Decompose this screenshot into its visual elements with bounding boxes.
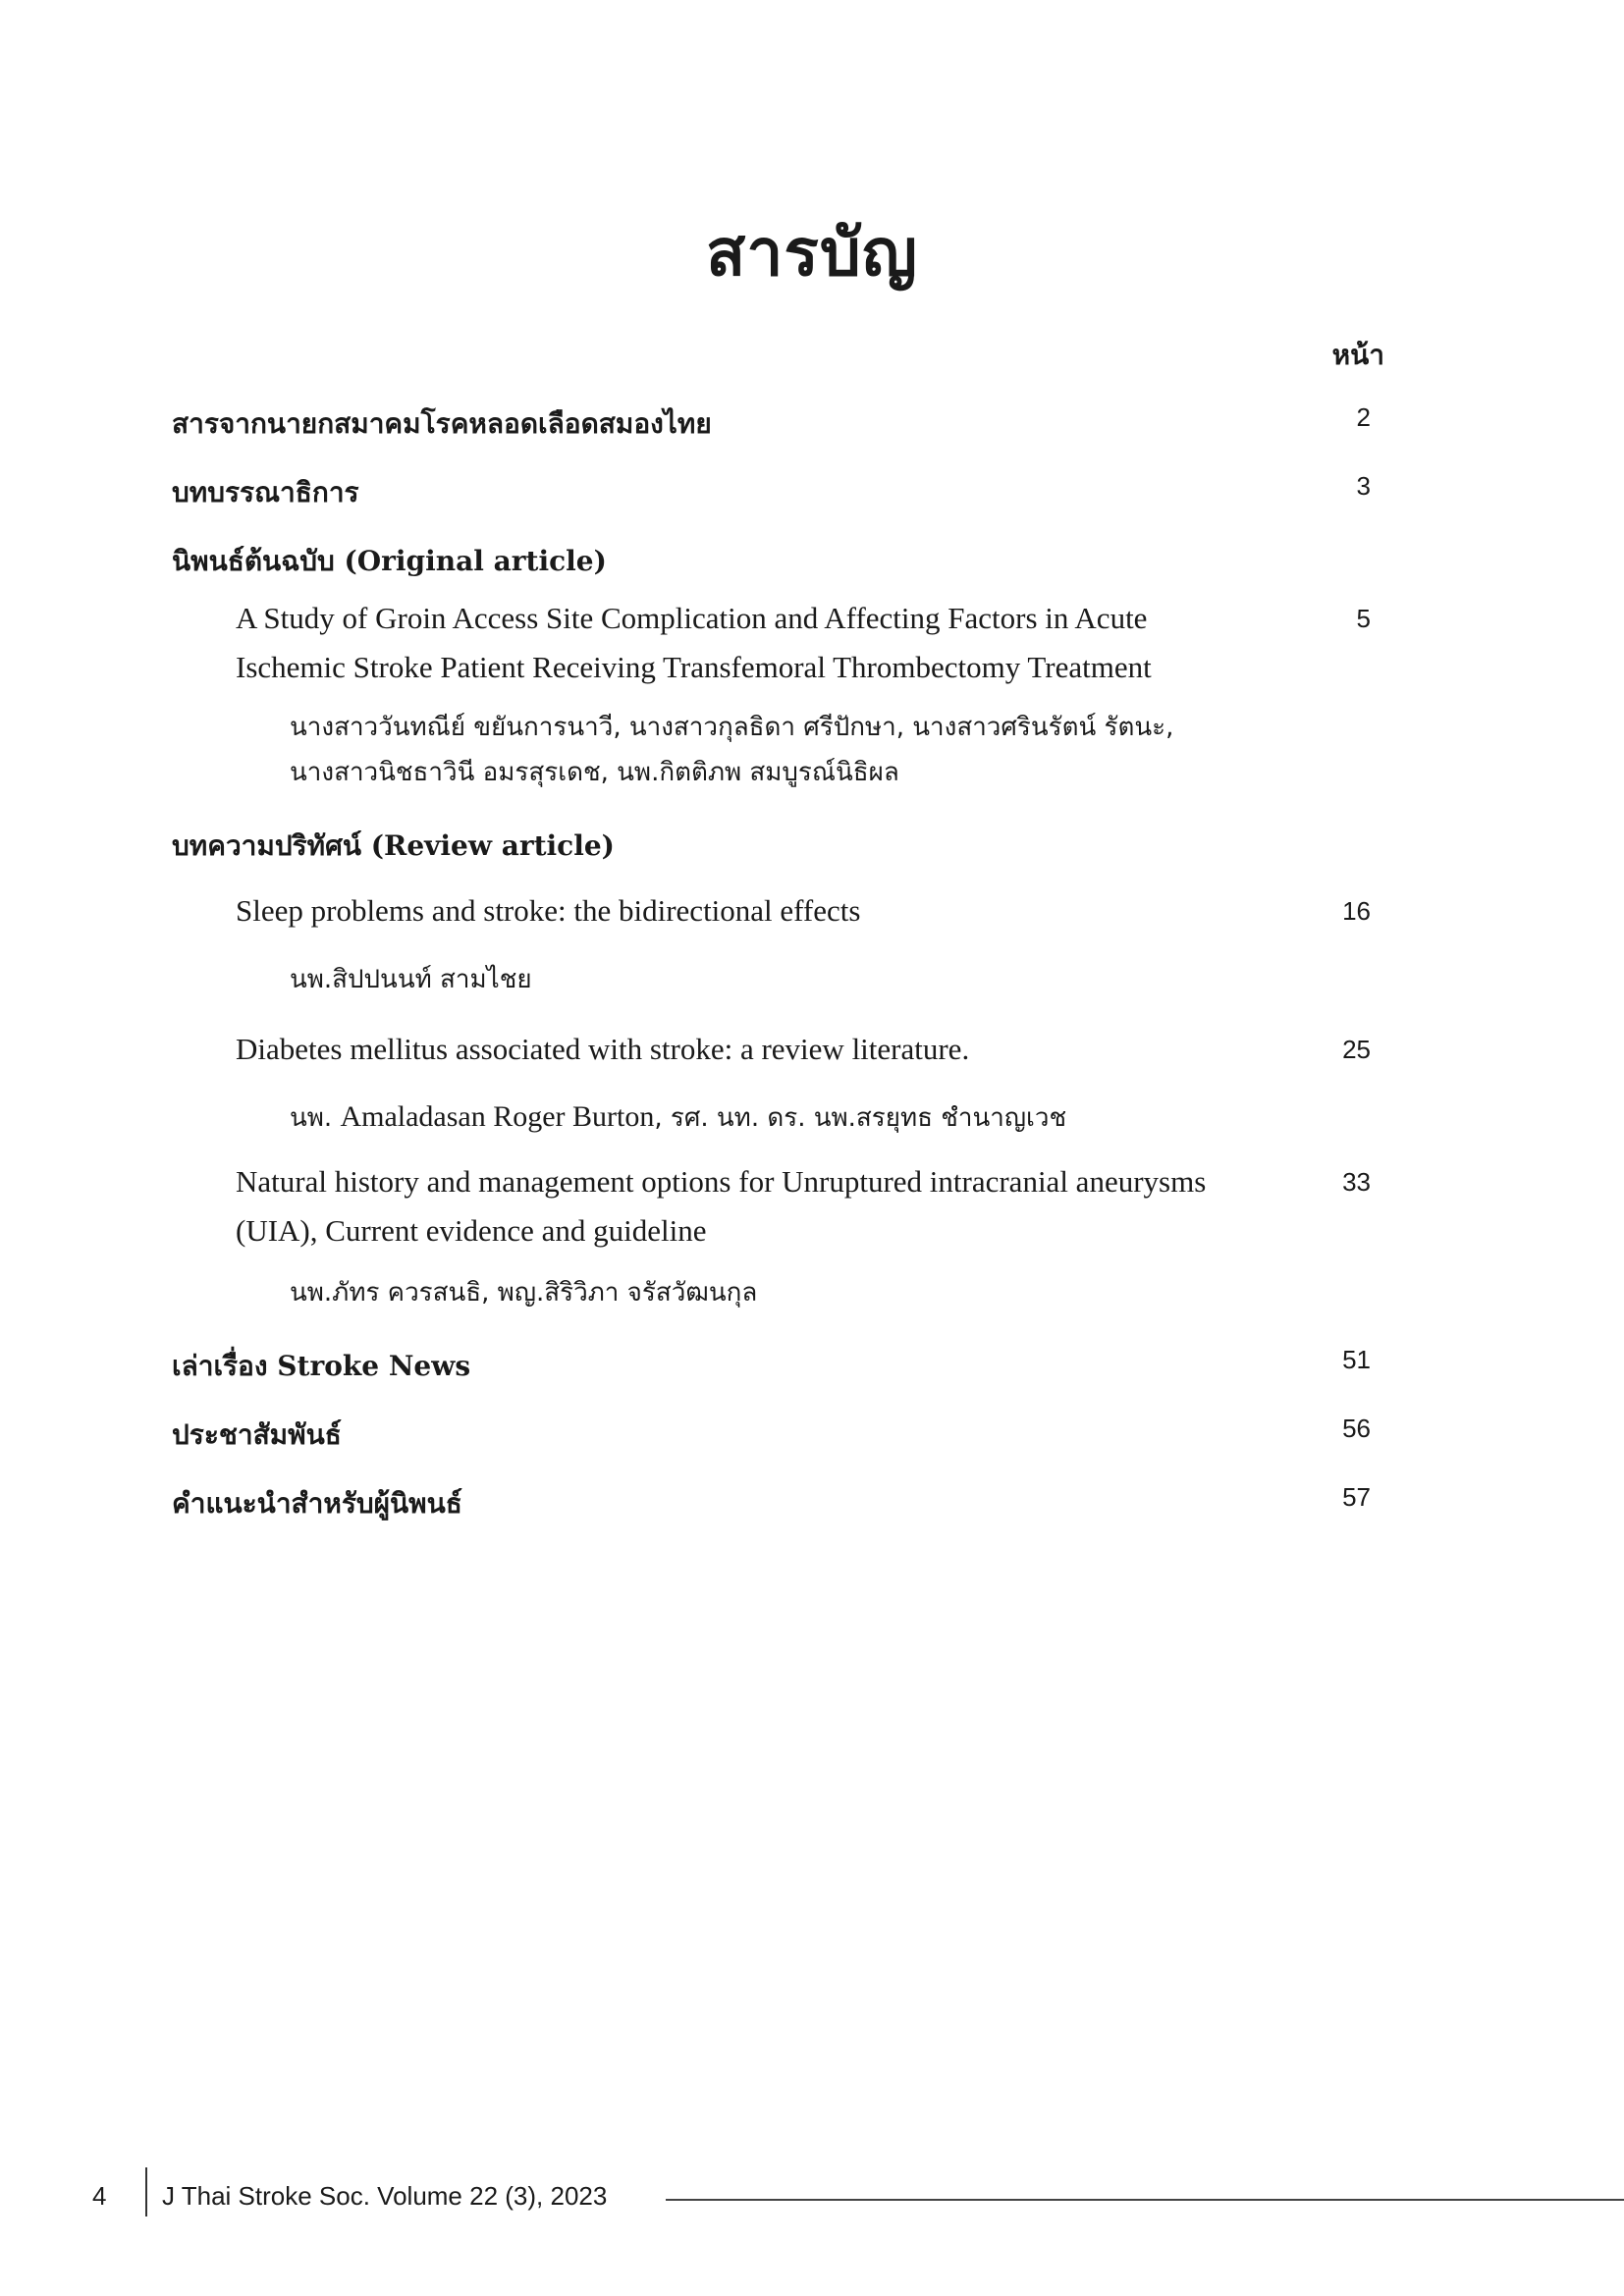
article-title (236, 1157, 1206, 1255)
toc-entry-label: บทบรรณาธิการ (172, 476, 359, 508)
article-title-line: A Study of Groin Access Site Complication and Affecting Factors in Acute (236, 601, 1148, 635)
toc-entry-page: 5 (1356, 604, 1371, 633)
toc-entry-label (172, 1345, 470, 1388)
author-line: นพ.ภัทร ควรสนธิ, พญ.สิริวิภา จรัสวัฒนกุล (290, 1278, 758, 1308)
page-column-header: หน้า (1331, 339, 1384, 371)
article-authors (290, 1095, 1066, 1141)
article-title (236, 1025, 969, 1074)
author-line: นางสาววันทณีย์ ขยันการนาวี, นางสาวกุลธิดา ศรีปักษา, นางสาวศรินรัตน์ รัตนะ, (290, 713, 1174, 742)
section-heading (172, 540, 607, 583)
article-title-line: Natural history and management options for Unruptured intracranial aneurysms (236, 1164, 1207, 1199)
footer-journal-citation: J Thai Stroke Soc. Volume 22 (3), 2023 (162, 2181, 608, 2211)
author-line: นางสาวนิชธาวินี อมรสุรเดช, นพ.กิตติภพ สมบูรณ์นิธิผล (290, 758, 899, 787)
article-title-line: (UIA), Current evidence and guideline (236, 1213, 707, 1248)
author-line: นพ.สิปปนนท์ สามไชย (290, 965, 532, 994)
article-title-line: Diabetes mellitus associated with stroke: a review literature. (236, 1032, 970, 1066)
author-name-en: Amaladasan Roger Burton (340, 1100, 655, 1133)
toc-entry-label-th: เล่าเรื่อง (172, 1350, 278, 1382)
section-heading-th: บทความปริทัศน์ (172, 829, 371, 862)
toc-entry-label: สารจากนายกสมาคมโรคหลอดเลือดสมองไทย (172, 407, 712, 440)
footer-page-number: 4 (92, 2181, 107, 2211)
toc-entry-label: ประชาสัมพันธ์ (172, 1418, 342, 1451)
section-heading (172, 825, 615, 868)
toc-entry-page: 56 (1342, 1414, 1371, 1443)
article-title-line: Ischemic Stroke Patient Receiving Transfemoral Thrombectomy Treatment (236, 650, 1152, 684)
toc-entry-page: 3 (1356, 471, 1371, 501)
section-heading-th: นิพนธ์ต้นฉบับ (172, 545, 345, 577)
author-line (290, 1095, 1066, 1141)
footer-divider (145, 2167, 147, 2216)
toc-entry-page: 2 (1356, 402, 1371, 432)
toc-entry-page: 25 (1342, 1035, 1371, 1064)
article-authors (290, 705, 1173, 795)
article-title-line: Sleep problems and stroke: the bidirectional effects (236, 893, 861, 928)
section-heading-en: (Review article) (370, 829, 615, 862)
page-title: สารบัญ (706, 215, 918, 291)
toc-entry-page: 57 (1342, 1482, 1371, 1512)
article-title (236, 886, 860, 935)
toc-entry-page: 33 (1342, 1167, 1371, 1197)
article-authors (290, 957, 532, 1002)
article-authors (290, 1270, 757, 1315)
author-suffix: , รศ. นท. ดร. นพ.สรยุทธ ชำนาญเวช (654, 1103, 1067, 1133)
section-heading-en: (Original article) (344, 545, 607, 577)
toc-entry-page: 16 (1342, 896, 1371, 926)
author-prefix: นพ. (290, 1103, 341, 1133)
toc-entry-label-en: Stroke News (277, 1350, 471, 1382)
footer-rule (666, 2199, 1624, 2201)
article-title (236, 594, 1152, 692)
toc-entry-label: คำแนะนำสำหรับผู้นิพนธ์ (172, 1487, 462, 1520)
toc-entry-page: 51 (1342, 1345, 1371, 1374)
